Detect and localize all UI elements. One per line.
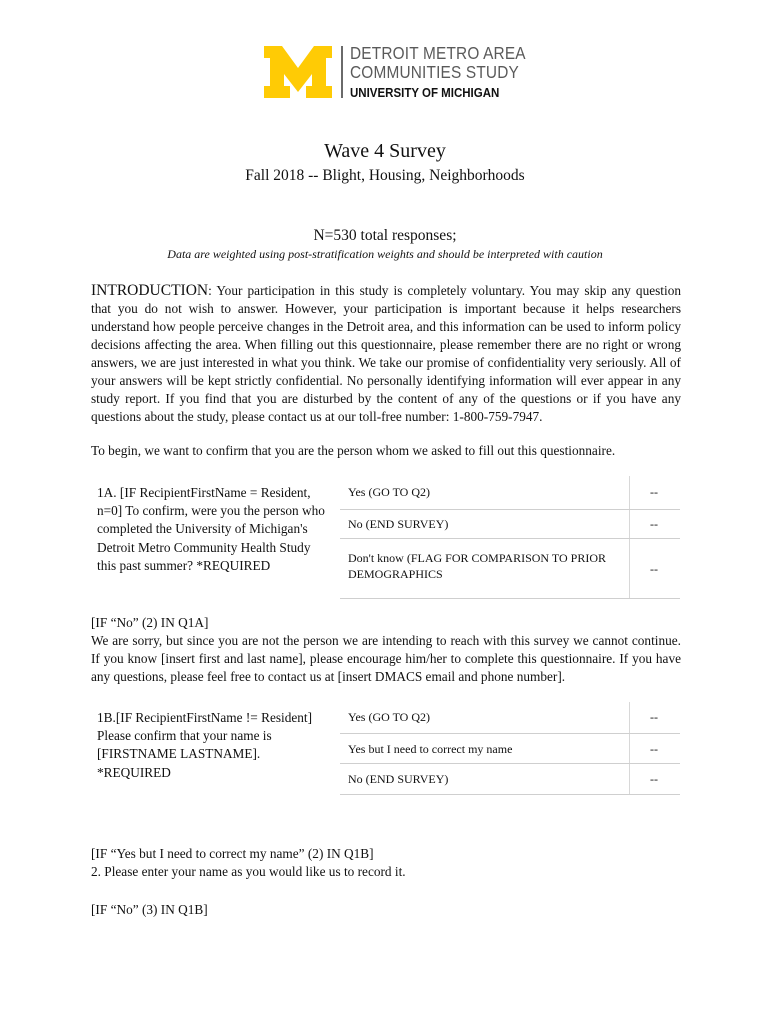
introduction-text: : Your participation in this study is completely voluntary. You may skip any question that you do not wish to answer. However, your participation is important because it helps researchers understand how people perceive changes in the Detroit area, and this information can be used to inform policy decisions affecting the area. When filling out this questionnaire, please remember there are no right or wrong answers, we are just interested in what you think. We take our promise of confidentiality very seriously. All of your answers will be kept strictly confidential. No personally identifying information will ever appear in any study report. If you find that you are disturbed by the content of any of the questions or if you have any questions about the study, please contact us at our toll-free number: 1-800-759-7947.: [91, 283, 681, 424]
option-label: No (END SURVEY): [348, 517, 449, 531]
option-divider: [629, 539, 630, 598]
logo-line-study-name: COMMUNITIES STUDY: [349, 62, 519, 82]
block-m-logo-icon: [262, 44, 334, 100]
option-divider: [629, 734, 630, 763]
question-1b-text: 1B.[IF RecipientFirstName != Resident] Please confirm that your name is [FIRSTNAME LASTNAME]. *REQUIRED: [97, 710, 313, 780]
yes-correct-q1b-condition: [IF “Yes but I need to correct my name” (2) IN Q1B]: [91, 846, 374, 861]
q1a-option-yes: [340, 476, 680, 510]
q1b-option-yes: [340, 702, 680, 734]
option-value: --: [650, 517, 658, 531]
q1a-option-no: [340, 510, 680, 539]
option-value: --: [650, 710, 658, 724]
response-count: N=530 total responses;: [313, 227, 457, 244]
question-1a-text: 1A. [IF RecipientFirstName = Resident, n=0] To confirm, were you the person who completed the University of Michigan's Detroit Metro Community Health Study this past summer? *REQUIRED: [97, 485, 325, 573]
option-value: --: [650, 772, 658, 786]
yes-correct-q1b-text: 2. Please enter your name as you would like us to record it.: [91, 864, 406, 879]
umich-logo: [262, 44, 549, 101]
no-q1a-block: [91, 614, 681, 686]
no-q1b-block: [91, 901, 681, 919]
q1b-option-no: [340, 764, 680, 795]
option-label: Don't know (FLAG FOR COMPARISON TO PRIOR DEMOGRAPHICS: [348, 551, 606, 581]
no-q1b-condition: [IF “No” (3) IN Q1B]: [91, 902, 208, 917]
logo-text: [350, 44, 550, 101]
option-label: Yes (GO TO Q2): [348, 485, 431, 499]
q1a-option-dont-know: [340, 539, 680, 599]
option-value: --: [650, 742, 658, 756]
option-value: --: [650, 485, 658, 499]
page-subtitle: Fall 2018 -- Blight, Housing, Neighborhoods: [245, 167, 525, 184]
question-1a-options: [340, 476, 680, 599]
no-q1a-condition: [IF “No” (2) IN Q1A]: [91, 615, 209, 630]
option-divider: [629, 510, 630, 538]
yes-correct-q1b-block: [91, 845, 681, 881]
block-m-shape: [264, 46, 332, 98]
logo-divider: [341, 46, 343, 98]
question-1b-options: [340, 702, 680, 795]
logo-line-study-area: DETROIT METRO AREA: [349, 43, 526, 63]
option-divider: [629, 476, 630, 509]
option-label: No (END SURVEY): [348, 772, 449, 786]
weighting-note: Data are weighted using post-stratification weights and should be interpreted with caution: [167, 247, 603, 261]
option-value: --: [650, 562, 658, 576]
no-q1a-text: We are sorry, but since you are not the person we are intending to reach with this survey we cannot continue. If you know [insert first and last name], please encourage him/her to complete this questionnaire. If you have any questions, please feel free to contact us at [insert DMACS email and phone number].: [91, 633, 681, 684]
introduction-heading: INTRODUCTION: [91, 282, 209, 299]
option-divider: [629, 702, 630, 733]
introduction-paragraph: [91, 282, 681, 426]
option-label: Yes but I need to correct my name: [348, 742, 513, 756]
q1b-option-correct-name: [340, 734, 680, 764]
begin-paragraph: To begin, we want to confirm that you are the person whom we asked to fill out this questionnaire.: [91, 443, 616, 458]
page-title: Wave 4 Survey: [324, 140, 446, 162]
logo-line-university: UNIVERSITY OF MICHIGAN: [349, 86, 499, 100]
option-divider: [629, 764, 630, 794]
option-label: Yes (GO TO Q2): [348, 710, 431, 724]
